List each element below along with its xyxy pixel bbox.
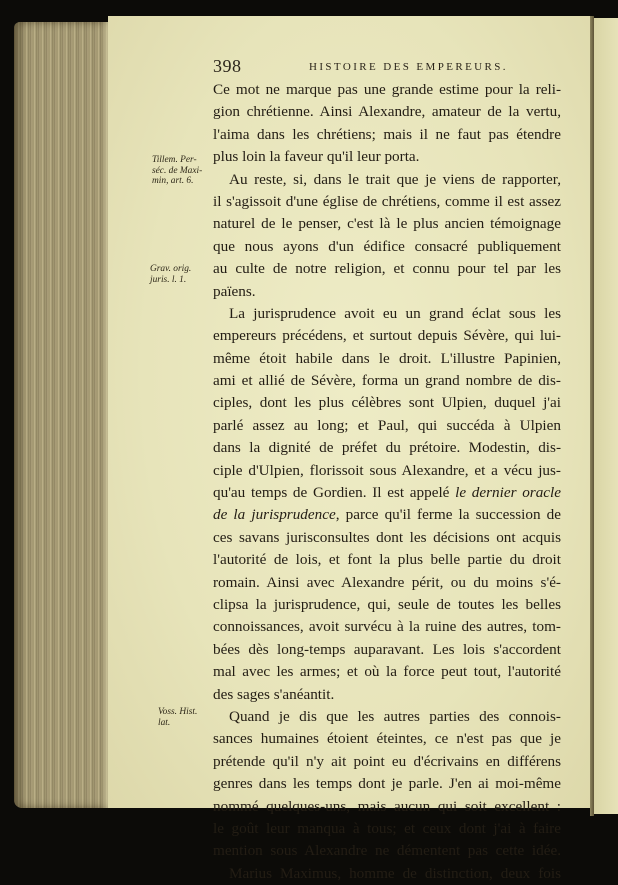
text-line: ciples, dont les plus célèbres sont Ulpien, duquel j'ai bbox=[213, 394, 561, 412]
margin-note-line: lat. bbox=[158, 717, 171, 728]
text-line: plus loin la faveur qu'il leur porta. bbox=[213, 148, 420, 166]
margin-note bbox=[150, 264, 212, 285]
facing-page-edge bbox=[594, 18, 618, 814]
margin-note-line: Voss. Hist. bbox=[158, 707, 198, 717]
text-line: au culte de notre religion, et connu pour tel par les bbox=[213, 260, 561, 278]
text-line: prétende qu'il n'y ait point eu d'écrivains en différens bbox=[213, 752, 561, 770]
text-run: qu'au temps de Gordien. Il est appelé bbox=[213, 484, 456, 502]
text-line: mal avec les armes; et où la force peut tout, l'autorité bbox=[213, 663, 561, 681]
text-line: Quand je dis que les autres parties des connois- bbox=[229, 707, 561, 725]
italic-text: de la jurisprudence bbox=[213, 506, 336, 524]
italic-text: le dernier oracle bbox=[455, 484, 561, 502]
text-line: il s'agissoit d'une église de chrétiens, comme il est assez bbox=[213, 192, 561, 210]
text-line: ces savans jurisconsultes dont les décisions ont acquis bbox=[213, 528, 561, 546]
text-line: ciple d'Ulpien, florissoit sous Alexandre, et a vécu jus- bbox=[213, 461, 561, 479]
margin-note-line: juris. l. 1. bbox=[150, 274, 187, 285]
running-head bbox=[213, 56, 573, 78]
text-line: naturel de le penser, c'est là le plus ancien témoignage bbox=[213, 215, 561, 233]
text-line: gion chrétienne. Ainsi Alexandre, amateur de la vertu, bbox=[213, 103, 561, 121]
margin-note bbox=[158, 707, 216, 728]
text-line: empereurs précédens, et surtout depuis Sévère, qui lui- bbox=[213, 327, 561, 345]
text-line: païens. bbox=[213, 282, 256, 300]
margin-note-line: Grav. orig. bbox=[150, 264, 192, 274]
text-line: Au reste, si, dans le trait que je viens de rapporter, bbox=[229, 170, 561, 188]
margin-note-line: min, art. 6. bbox=[152, 176, 194, 186]
text-line: bées dès long-temps auparavant. Les lois s'accordent bbox=[213, 640, 561, 658]
page-number: 398 bbox=[213, 56, 242, 76]
text-line: mention sous Alexandre ne démentent pas cette idée. bbox=[213, 842, 561, 860]
margin-note bbox=[152, 155, 212, 187]
text-line: l'autorité de lois, et font la plus belle partie du droit bbox=[213, 551, 561, 569]
running-title: HISTOIRE DES EMPEREURS. bbox=[309, 61, 508, 73]
text-line: clipsa la jurisprudence, qui, seule de toutes les belles bbox=[213, 595, 561, 613]
text-line: connoissances, avoit survécu à la ruine des autres, tom- bbox=[213, 618, 561, 636]
text-line: que nous ayons d'un édifice consacré publiquement bbox=[213, 237, 561, 255]
text-line: l'aima dans les chrétiens; mais il ne faut pas étendre bbox=[213, 125, 561, 143]
text-line: Marius Maximus, homme de distinction, deux fois bbox=[229, 864, 561, 882]
page-edges bbox=[14, 22, 110, 808]
text-line: sances humaines étoient éteintes, ce n'est pas que je bbox=[213, 730, 561, 748]
text-run: , parce qu'il ferme la succession de bbox=[335, 506, 561, 524]
text-line bbox=[213, 482, 561, 504]
text-line bbox=[213, 504, 561, 526]
text-line: ami et allié de Sévère, forma un grand nombre de dis- bbox=[213, 372, 561, 390]
text-line: Ce mot ne marque pas une grande estime pour la reli- bbox=[213, 81, 561, 98]
text-line: dans la dignité de préfet du prétoire. Modestin, dis- bbox=[213, 439, 561, 457]
text-line: même étoit habile dans le droit. L'illustre Papinien, bbox=[213, 349, 561, 367]
text-line: romain. Ainsi avec Alexandre périt, ou du moins s'é- bbox=[213, 573, 561, 591]
text-line: La jurisprudence avoit eu un grand éclat sous les bbox=[229, 304, 561, 322]
margin-note-line: séc. de Maxi- bbox=[152, 165, 203, 176]
text-line: des sages s'anéantit. bbox=[213, 685, 335, 703]
text-line: parlé assez au long; et Paul, qui succéda à Ulpien bbox=[213, 416, 561, 434]
text-line: le goût leur manqua à tous; et ceux dont j'ai à faire bbox=[213, 819, 561, 837]
text-line: genres dans les temps dont je parle. J'en ai moi-même bbox=[213, 775, 561, 793]
body-text bbox=[213, 79, 561, 885]
margin-note-line: Tillem. Per- bbox=[152, 155, 197, 165]
text-line: nommé quelques-uns, mais aucun qui soit excellent : bbox=[213, 797, 561, 815]
